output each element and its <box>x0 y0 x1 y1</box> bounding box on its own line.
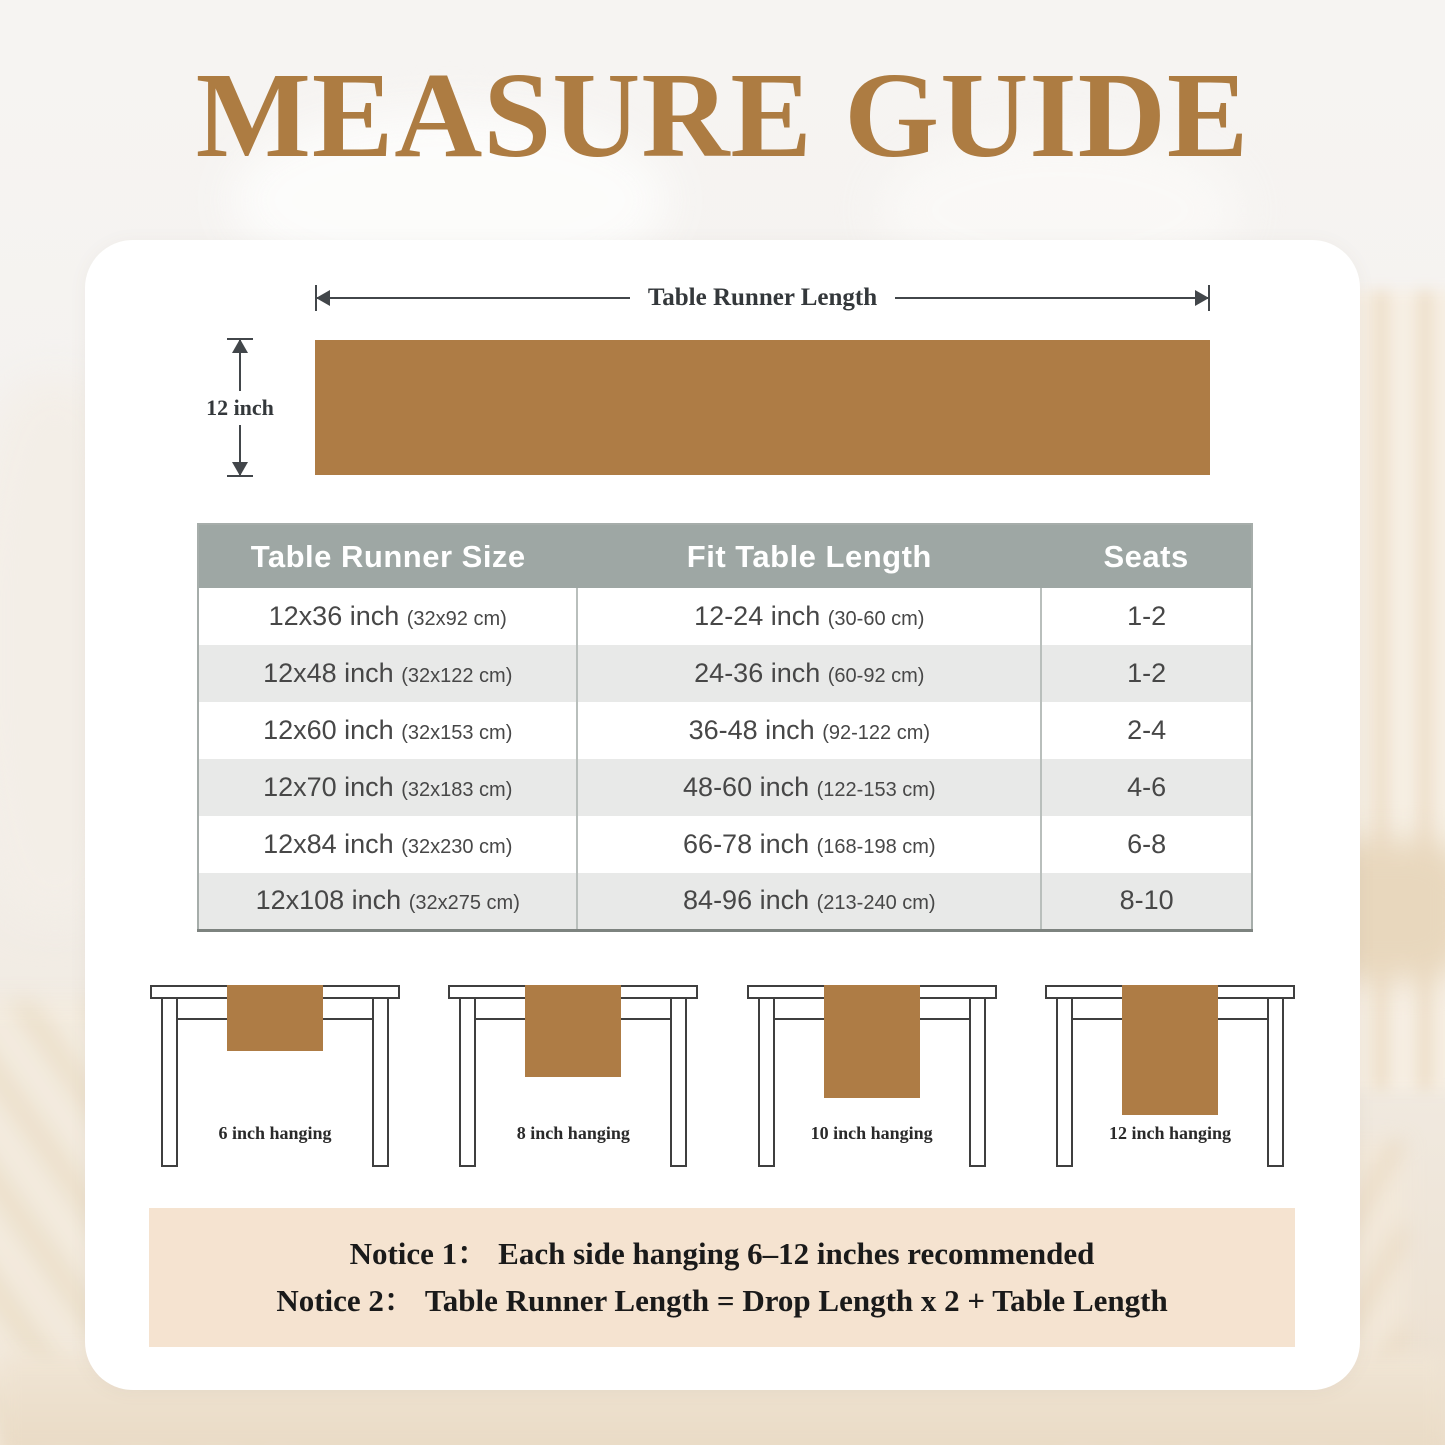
size-value: 12x84 inch <box>263 829 394 859</box>
header-seats: Seats <box>1041 524 1252 588</box>
hanging-label: 8 inch hanging <box>516 1123 630 1143</box>
fit-length-cell <box>577 816 1041 873</box>
runner-size-cell <box>198 702 577 759</box>
runner-drape <box>1122 985 1218 1115</box>
fit-cm-value: (168-198 cm) <box>816 836 936 858</box>
seats-cell: 1-2 <box>1041 588 1252 645</box>
notice-line-1 <box>350 1237 1095 1271</box>
table-row <box>198 645 1252 702</box>
hanging-example-12 <box>1045 985 1295 1181</box>
length-dimension-label: Table Runner Length <box>647 284 878 311</box>
seats-cell: 8-10 <box>1041 873 1252 930</box>
runner-size-cell <box>198 645 577 702</box>
notice-box <box>149 1208 1295 1347</box>
fit-cm-value: (122-153 cm) <box>816 779 936 801</box>
size-cm-value: (32x153 cm) <box>401 722 513 744</box>
table-row <box>198 702 1252 759</box>
runner-drape <box>227 985 323 1051</box>
header-table-runner-size: Table Runner Size <box>198 524 577 588</box>
hanging-examples-row <box>150 985 1295 1181</box>
header-fit-table-length: Fit Table Length <box>577 524 1041 588</box>
fit-length-cell <box>577 873 1041 930</box>
arrow-down-icon <box>239 425 241 476</box>
hanging-label: 6 inch hanging <box>218 1123 332 1143</box>
guide-card <box>85 240 1360 1390</box>
size-value: 12x108 inch <box>255 885 402 916</box>
notice-1-prefix: Notice 1： <box>349 1236 489 1272</box>
table-runner-swatch <box>315 340 1210 475</box>
fit-value: 84-96 inch <box>683 885 810 916</box>
runner-size-cell <box>198 873 577 930</box>
width-dimension-arrow <box>198 338 282 477</box>
width-dimension-label: 12 inch <box>206 394 274 420</box>
runner-drape <box>824 985 920 1098</box>
fit-length-cell <box>577 588 1041 645</box>
length-dimension-arrow <box>315 284 1210 312</box>
fit-cm-value: (30-60 cm) <box>827 608 925 630</box>
fit-cm-value: (60-92 cm) <box>827 665 925 687</box>
fit-value: 12-24 inch <box>694 601 821 631</box>
size-value: 12x48 inch <box>263 658 394 688</box>
hanging-label: 12 inch hanging <box>1108 1123 1231 1143</box>
fit-length-cell <box>577 645 1041 702</box>
table-row <box>198 816 1252 873</box>
fit-value: 48-60 inch <box>683 772 810 802</box>
runner-size-cell <box>198 588 577 645</box>
size-cm-value: (32x122 cm) <box>401 665 513 687</box>
size-value: 12x36 inch <box>268 601 400 631</box>
size-cm-value: (32x230 cm) <box>401 836 513 858</box>
runner-size-cell <box>198 759 577 816</box>
fit-length-cell <box>577 759 1041 816</box>
arrow-left-icon <box>317 297 630 299</box>
table-row <box>198 759 1252 816</box>
seats-cell: 2-4 <box>1041 702 1252 759</box>
hanging-example-10 <box>747 985 997 1181</box>
size-cm-value: (32x275 cm) <box>408 892 520 915</box>
size-cm-value: (32x183 cm) <box>401 779 513 801</box>
fit-cm-value: (213-240 cm) <box>816 892 936 915</box>
hanging-example-8 <box>448 985 698 1181</box>
arrow-right-icon <box>895 297 1208 299</box>
table-row <box>198 588 1252 645</box>
notice-line-2 <box>276 1284 1167 1318</box>
runner-drape <box>525 985 621 1077</box>
fit-value: 66-78 inch <box>683 829 810 859</box>
notice-1-text: Each side hanging 6–12 inches recommended <box>498 1236 1095 1272</box>
seats-cell: 4-6 <box>1041 759 1252 816</box>
arrow-up-icon <box>239 340 241 391</box>
fit-value: 24-36 inch <box>694 658 821 688</box>
hanging-label: 10 inch hanging <box>810 1123 933 1143</box>
table-header-row <box>198 524 1252 588</box>
size-value: 12x60 inch <box>263 715 394 745</box>
notice-2-prefix: Notice 2： <box>276 1282 415 1318</box>
seats-cell: 6-8 <box>1041 816 1252 873</box>
fit-cm-value: (92-122 cm) <box>822 722 931 744</box>
size-cm-value: (32x92 cm) <box>406 608 507 630</box>
fit-value: 36-48 inch <box>688 715 815 745</box>
table-row <box>198 873 1252 930</box>
page-title: MEASURE GUIDE <box>195 48 1250 183</box>
hanging-example-6 <box>150 985 400 1181</box>
size-value: 12x70 inch <box>263 772 394 802</box>
notice-2-text: Table Runner Length = Drop Length x 2 + Table Length <box>424 1282 1168 1318</box>
runner-size-cell <box>198 816 577 873</box>
size-table <box>197 523 1253 932</box>
seats-cell: 1-2 <box>1041 645 1252 702</box>
fit-length-cell <box>577 702 1041 759</box>
